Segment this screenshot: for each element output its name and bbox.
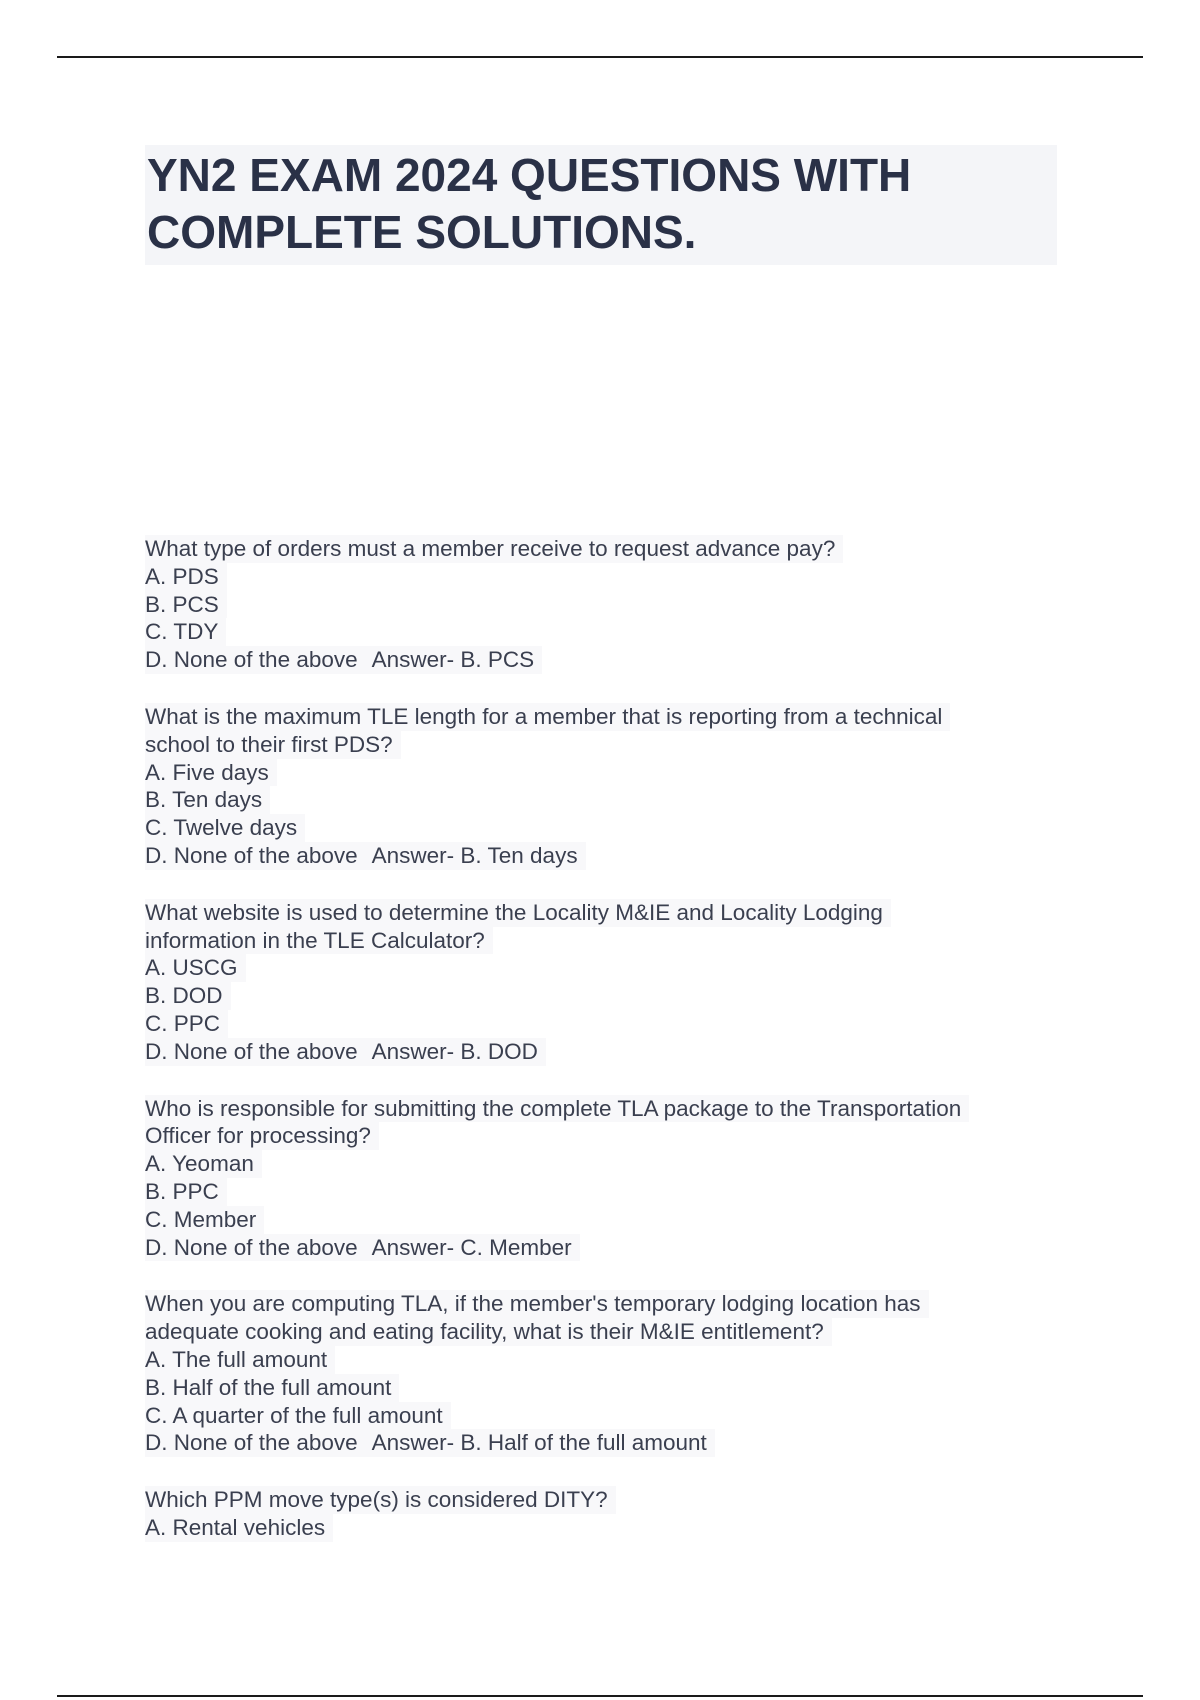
answer-option: B. Half of the full amount (145, 1374, 399, 1402)
questions-list (145, 535, 1065, 1571)
question-stem: What is the maximum TLE length for a member that is reporting from a technical (145, 703, 950, 731)
answer-option: C. TDY (145, 618, 226, 646)
answer-key: Answer- C. Member (371, 1234, 572, 1260)
answer-option: C. Member (145, 1206, 264, 1234)
header-rule (57, 56, 1143, 58)
question-stem: information in the TLE Calculator? (145, 927, 493, 955)
answer-option-last (145, 1038, 546, 1066)
question-stem: Which PPM move type(s) is considered DITY? (145, 1486, 616, 1514)
answer-option: C. A quarter of the full amount (145, 1402, 451, 1430)
answer-option-last (145, 842, 586, 870)
question-stem: What website is used to determine the Locality M&IE and Locality Lodging (145, 899, 891, 927)
answer-key: Answer- B. DOD (371, 1038, 538, 1064)
answer-option: A. PDS (145, 563, 227, 591)
answer-key: Answer- B. Ten days (371, 842, 578, 868)
option-text: D. None of the above (145, 647, 358, 673)
answer-option: C. Twelve days (145, 814, 305, 842)
answer-key: Answer- B. Half of the full amount (371, 1430, 707, 1456)
answer-option: A. Rental vehicles (145, 1514, 333, 1542)
answer-option: B. DOD (145, 982, 231, 1010)
footer-rule (57, 1695, 1143, 1697)
question-block (145, 703, 1065, 870)
answer-key: Answer- B. PCS (371, 647, 535, 673)
option-text: D. None of the above (145, 1234, 358, 1260)
option-text: D. None of the above (145, 1038, 358, 1064)
title-line-1: YN2 EXAM 2024 QUESTIONS WITH (147, 149, 912, 201)
option-text: D. None of the above (145, 1430, 358, 1456)
answer-option: C. PPC (145, 1010, 228, 1038)
answer-option-last (145, 1429, 715, 1457)
title-line-2: COMPLETE SOLUTIONS. (147, 206, 697, 258)
question-stem: When you are computing TLA, if the member's temporary lodging location has (145, 1290, 929, 1318)
document-title (145, 145, 1057, 265)
question-stem: Who is responsible for submitting the complete TLA package to the Transportation (145, 1095, 969, 1123)
answer-option: A. Five days (145, 759, 277, 787)
question-block (145, 535, 1065, 674)
question-block (145, 899, 1065, 1066)
question-stem: Officer for processing? (145, 1122, 379, 1150)
answer-option-last (145, 646, 542, 674)
question-block (145, 1290, 1065, 1457)
question-stem: school to their first PDS? (145, 731, 401, 759)
option-text: D. None of the above (145, 842, 358, 868)
question-block (145, 1486, 1065, 1542)
question-block (145, 1095, 1065, 1262)
answer-option: B. PPC (145, 1178, 227, 1206)
question-stem: What type of orders must a member receive to request advance pay? (145, 535, 843, 563)
answer-option-last (145, 1234, 580, 1262)
answer-option: B. PCS (145, 591, 227, 619)
answer-option: A. Yeoman (145, 1150, 262, 1178)
question-stem: adequate cooking and eating facility, what is their M&IE entitlement? (145, 1318, 832, 1346)
answer-option: B. Ten days (145, 786, 270, 814)
answer-option: A. The full amount (145, 1346, 335, 1374)
answer-option: A. USCG (145, 954, 246, 982)
